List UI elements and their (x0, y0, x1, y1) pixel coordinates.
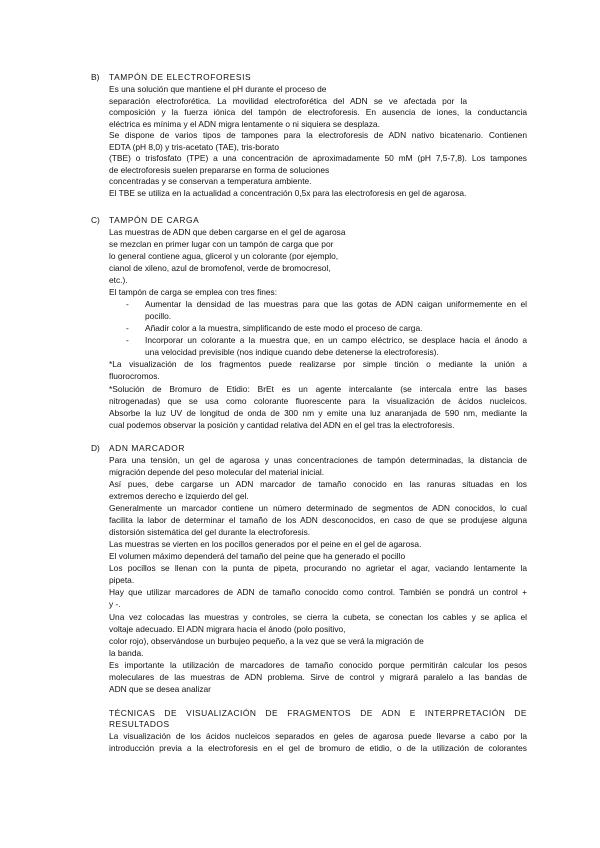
bullet-item-line: pocillo. (145, 311, 172, 321)
paragraph-line: color rojo), observándose un burbujeo pequeño, a la vez que se verá la migración de (109, 636, 424, 646)
section-letter: B) (91, 72, 100, 82)
paragraph-line: La visualización de los ácidos nucleicos separados en geles de agarosa puede llevarse a cabo por la (109, 731, 527, 741)
paragraph-line: Es una solución que mantiene el pH durante el proceso de (109, 84, 327, 94)
paragraph-line: pipeta. (109, 575, 135, 585)
section-title: TÉCNICAS DE VISUALIZACIÓN DE FRAGMENTOS DE ADN E INTERPRETACIÓN DE (109, 708, 527, 718)
bullet-item-line: una velocidad previsible (nos indique cuando debe detenerse la electroforesis). (145, 347, 439, 357)
section-letter: D) (91, 443, 100, 453)
paragraph-line: ADN que se desea analizar (109, 684, 211, 694)
paragraph-line: El TBE se utiliza en la actualidad a concentración 0,5x para las electroforesis en gel de agarosa. (109, 187, 467, 198)
section-title: TAMPÓN DE CARGA (109, 215, 200, 225)
section-letter: C) (91, 215, 100, 225)
paragraph-line: El tampón de carga se emplea con tres fines: (109, 287, 278, 297)
paragraph-line: composición y la fuerza iónica del tampón de electroforesis. En ausencia de iones, la conductancia (109, 107, 527, 117)
bullet-dash: - (126, 299, 129, 309)
paragraph-line: Se dispone de varios tipos de tampones para la electroforesis de ADN nativo bicatenario. Contienen (109, 130, 527, 140)
paragraph-line: Es importante la utilización de marcadores de tamaño conocido porque permitirán calcular los pesos (109, 660, 527, 670)
paragraph-line: Los pocillos se llenan con la punta de pipeta, procurando no agrietar el agar, vaciando lentamente la (109, 563, 527, 573)
bullet-item-line: Incorporar un colorante a la muestra que, en un campo eléctrico, se desplace hacia el ánodo a (145, 335, 527, 345)
bullet-dash: - (126, 323, 129, 333)
note-line: *Solución de Bromuro de Etidio: BrEt es un agente intercalante (se intercala entre las bases (109, 384, 527, 394)
paragraph-line: distorsión sistemática del gel durante la electroforesis. (109, 527, 311, 537)
section-title: RESULTADOS (109, 719, 170, 729)
paragraph-line: (TBE) o trisfosfato (TPE) a una concentración de aproximadamente 50 mM (pH 7,5-7,8). Los tampones (109, 153, 527, 163)
bullet-dash: - (126, 335, 129, 345)
bullet-item-line: Aumentar la densidad de las muestras para que las gotas de ADN caigan uniformemente en el (145, 299, 527, 309)
paragraph-line: cianol de xileno, azul de bromofenol, verde de bromocresol, (109, 263, 331, 273)
paragraph-line: migración depende del peso molecular del material inicial. (109, 467, 325, 477)
paragraph-line: facilita la labor de determinar el tamaño de los ADN desconocidos, en caso de que se produjese alguna (109, 515, 527, 525)
paragraph-line: Una vez colocadas las muestras y controles, se cierra la cubeta, se conectan los cables y se aplica el (109, 612, 527, 622)
paragraph-line: moleculares de las muestras de ADN problema. Sirve de control y migrará paralelo a las bandas de (109, 672, 527, 682)
paragraph-line: concentradas y se conservan a temperatura ambiente. (109, 176, 312, 186)
paragraph-line: Para una tensión, un gel de agarosa y unas concentraciones de tampón determinadas, la distancia de (109, 455, 527, 465)
paragraph-line: Las muestras de ADN que deben cargarse en el gel de agarosa (109, 227, 346, 237)
paragraph-line: El volumen máximo dependerá del tamaño del peine que ha generado el pocillo (109, 551, 406, 561)
note-line: *La visualización de los fragmentos puede realizarse por simple tinción o mediante la unión a (109, 359, 527, 369)
paragraph-line: Las muestras se vierten en los pocillos generados por el peine en el gel de agarosa. (109, 539, 422, 549)
section-title: TAMPÓN DE ELECTROFORESIS (109, 72, 252, 82)
paragraph-line: EDTA (pH 8,0) y tris-acetato (TAE), tris-borato (109, 141, 280, 152)
paragraph-line: la banda. (109, 648, 144, 658)
paragraph-line: lo general contiene agua, glicerol y un colorante (por ejemplo, (109, 251, 339, 261)
note-line: Absorbe la luz UV de longitud de onda de 300 nm y emite una luz anaranjada de 590 nm, mediante la (109, 408, 527, 418)
paragraph-line: de electroforesis suelen prepararse en forma de soluciones (109, 164, 330, 175)
note-line: cual podemos observar la posición y cantidad relativa del ADN en el gel tras la electroforesis. (109, 420, 455, 430)
paragraph-line: eléctrica es mínima y el ADN migra lentamente o ni siquiera se desplaza. (109, 118, 380, 129)
paragraph-line: Generalmente un marcador contiene un número determinado de segmentos de ADN conocidos, lo cual (109, 503, 527, 513)
note-line: nitrogenadas) que se usa como colorante fluorescente para la visualización de ácidos nucleicos. (109, 396, 527, 406)
paragraph-line: voltaje adecuado. El ADN migrara hacia el ánodo (polo positivo, (109, 624, 346, 634)
bullet-item-line: Añadir color a la muestra, simplificando de este modo el proceso de carga. (145, 323, 423, 333)
note-line: fluorocromos. (109, 371, 160, 381)
paragraph-line: Hay que utilizar marcadores de ADN de tamaño conocido como control. También se pondrá un control + (109, 587, 527, 597)
paragraph-line: etc.). (109, 275, 128, 285)
paragraph-line: se mezclan en primer lugar con un tampón de carga que por (109, 239, 334, 249)
paragraph-line: separación electroforética. La movilidad electroforética del ADN se ve afectada por la (109, 95, 467, 106)
paragraph-line: y -. (109, 599, 121, 609)
paragraph-line: Así pues, debe cargarse un ADN marcador de tamaño conocido en las ranuras situadas en los (109, 479, 527, 489)
paragraph-line: introducción previa a la electroforesis en el gel de bromuro de etidio, o de la utilización de colorantes (109, 743, 527, 753)
section-title: ADN MARCADOR (109, 443, 186, 453)
paragraph-line: extremos derecho e izquierdo del gel. (109, 491, 249, 501)
